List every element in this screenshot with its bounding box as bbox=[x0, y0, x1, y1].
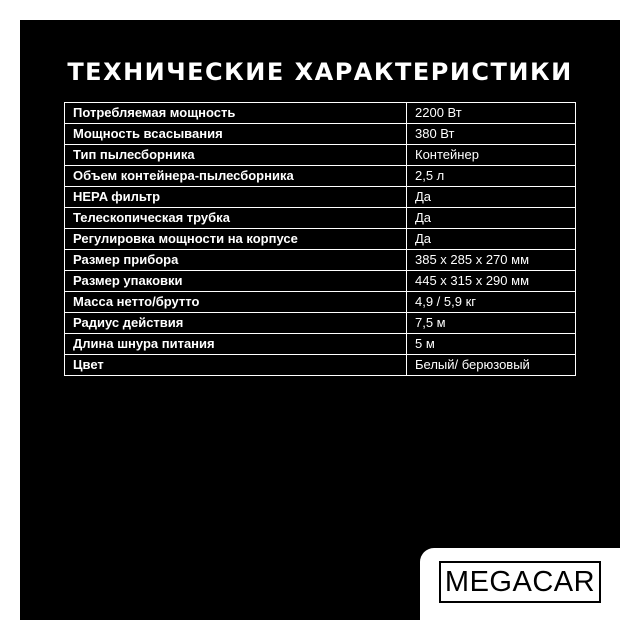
table-row bbox=[65, 124, 576, 145]
spec-value: Контейнер bbox=[407, 145, 576, 166]
table-row bbox=[65, 271, 576, 292]
spec-label: Тип пылесборника bbox=[65, 145, 407, 166]
page-title: ТЕХНИЧЕСКИЕ ХАРАКТЕРИСТИКИ bbox=[67, 58, 573, 86]
spec-value: 5 м bbox=[407, 334, 576, 355]
spec-value: Да bbox=[407, 208, 576, 229]
brand-logo bbox=[420, 548, 620, 620]
spec-label: Масса нетто/брутто bbox=[65, 292, 407, 313]
spec-label: Радиус действия bbox=[65, 313, 407, 334]
spec-value: 2200 Вт bbox=[407, 103, 576, 124]
table-row bbox=[65, 229, 576, 250]
spec-label: Потребляемая мощность bbox=[65, 103, 407, 124]
spec-value: Да bbox=[407, 229, 576, 250]
spec-label: HEPA фильтр bbox=[65, 187, 407, 208]
spec-label: Мощность всасывания bbox=[65, 124, 407, 145]
spec-value: 380 Вт bbox=[407, 124, 576, 145]
spec-value: 385 х 285 х 270 мм bbox=[407, 250, 576, 271]
spec-label: Размер прибора bbox=[65, 250, 407, 271]
spec-label: Регулировка мощности на корпусе bbox=[65, 229, 407, 250]
spec-value: Да bbox=[407, 187, 576, 208]
spec-label: Длина шнура питания bbox=[65, 334, 407, 355]
table-row bbox=[65, 250, 576, 271]
table-row bbox=[65, 166, 576, 187]
spec-value: 4,9 / 5,9 кг bbox=[407, 292, 576, 313]
table-row bbox=[65, 103, 576, 124]
spec-value: Белый/ берюзовый bbox=[407, 355, 576, 376]
spec-label: Размер упаковки bbox=[65, 271, 407, 292]
spec-table-body bbox=[65, 103, 576, 376]
table-row bbox=[65, 145, 576, 166]
spec-label: Цвет bbox=[65, 355, 407, 376]
table-row bbox=[65, 313, 576, 334]
spec-value: 445 х 315 х 290 мм bbox=[407, 271, 576, 292]
table-row bbox=[65, 292, 576, 313]
brand-logo-text: MEGACAR bbox=[439, 561, 601, 603]
spec-label: Телескопическая трубка bbox=[65, 208, 407, 229]
spec-value: 2,5 л bbox=[407, 166, 576, 187]
spec-sheet-panel bbox=[20, 20, 620, 620]
table-row bbox=[65, 355, 576, 376]
table-row bbox=[65, 334, 576, 355]
spec-table bbox=[64, 102, 576, 376]
spec-label: Объем контейнера-пылесборника bbox=[65, 166, 407, 187]
spec-value: 7,5 м bbox=[407, 313, 576, 334]
table-row bbox=[65, 208, 576, 229]
table-row bbox=[65, 187, 576, 208]
